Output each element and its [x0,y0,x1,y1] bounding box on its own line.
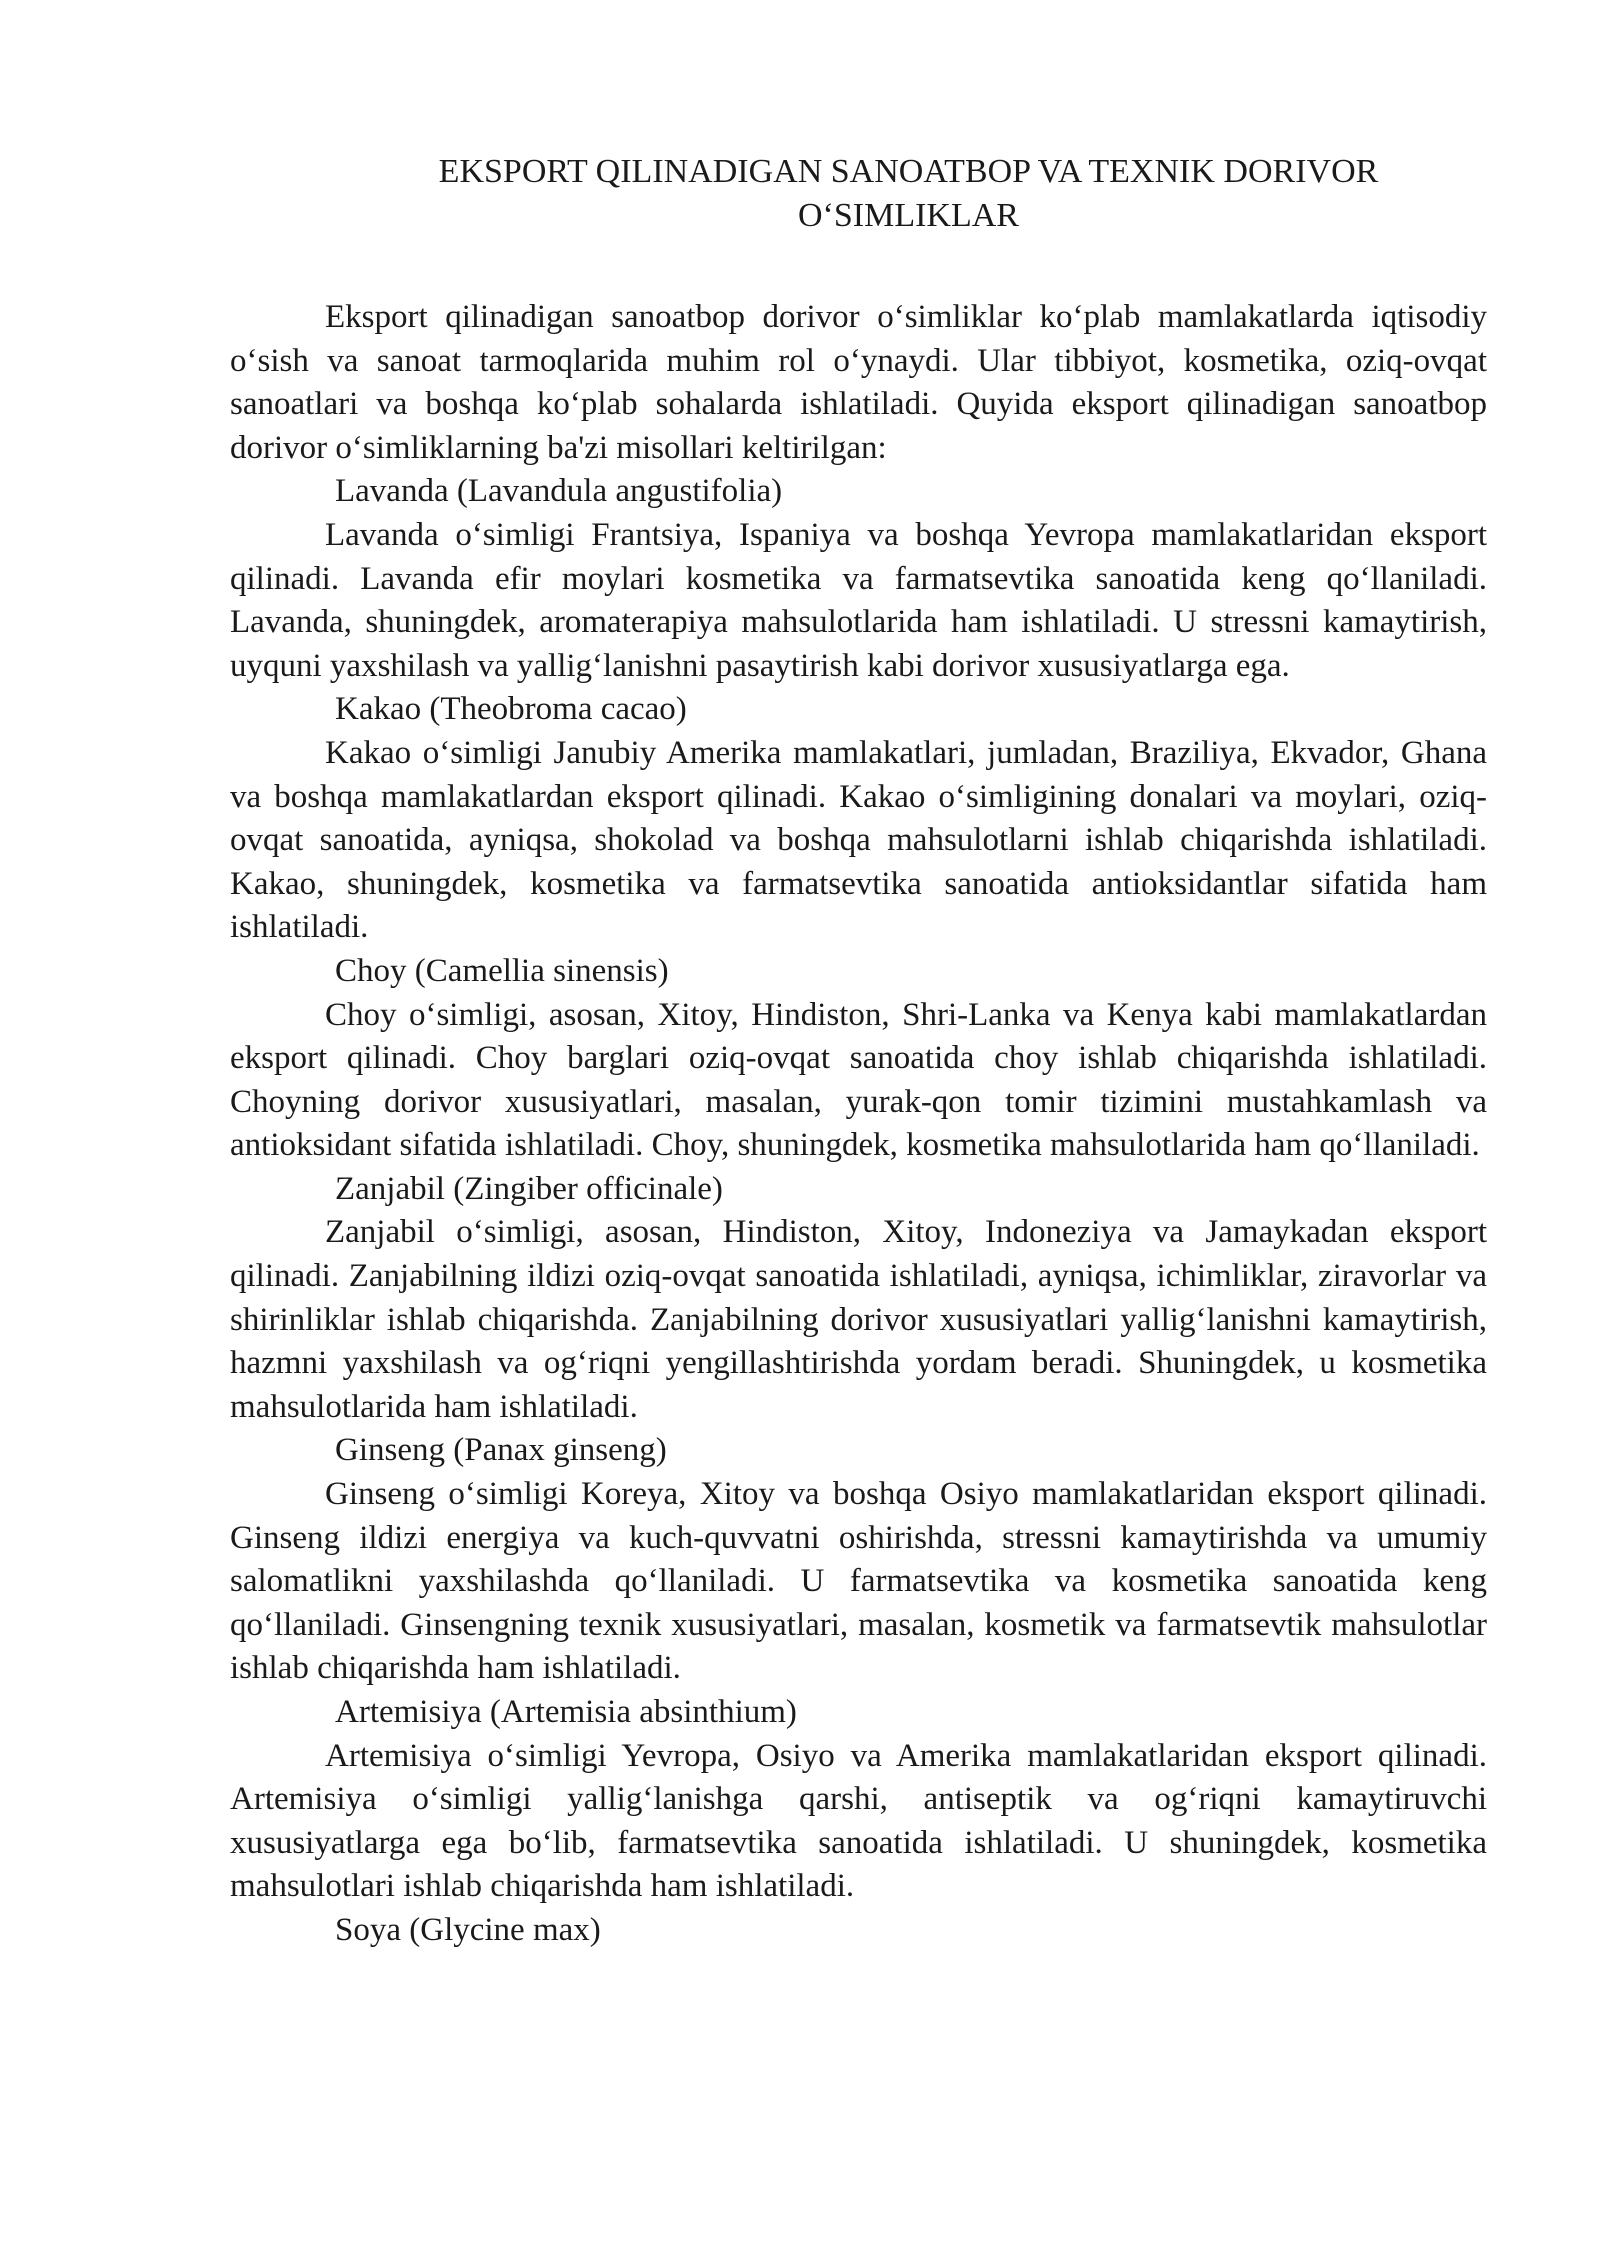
document-body [230,296,1487,1953]
document-title [230,150,1487,238]
title-line-2: O‘SIMLIKLAR [798,197,1019,234]
section-heading-lavanda: Lavanda (Lavandula angustifolia) [335,473,783,510]
section-heading-artemisiya: Artemisiya (Artemisia absinthium) [335,1694,797,1730]
title-line-1: EKSPORT QILINADIGAN SANOATBOP VA TEXNIK DORIVOR [438,153,1379,190]
section-text-kakao: Kakao o‘simligi Janubiy Amerika mamlakatlari, jumladan, Braziliya, Ekvador, Ghana va boshqa mamlakatlardan eksport qilinadi. Kakao o‘simligining donalari va moylari, oziq-ovqat sanoatida, ayniqsa, shokolad va boshqa mahsulotlarni ishlab chiqarishda ishlatiladi. Kakao, shuningdek, kosmetika va farmatsevtika sanoatida antioksidantlar sifatida ham ishlatiladi. [230,734,1487,946]
section-text-lavanda: Lavanda o‘simligi Frantsiya, Ispaniya va boshqa Yevropa mamlakatlaridan eksport qilinadi. Lavanda efir moylari kosmetika va farmatsevtika sanoatida keng qo‘llaniladi. Lavanda, shuningdek, aromaterapiya mahsulotlarida ham ishlatiladi. U stressni kamaytirish, uyquni yaxshilash va yallig‘lanishni pasaytirish kabi dorivor xususiyatlarga ega. [230,516,1487,684]
section-heading-soya: Soya (Glycine max) [335,1911,601,1948]
intro-paragraph: Eksport qilinadigan sanoatbop dorivor o‘simliklar ko‘plab mamlakatlarda iqtisodiy o‘sish va sanoat tarmoqlarida muhim rol o‘ynaydi. Ular tibbiyot, kosmetika, oziq-ovqat sanoatlari va boshqa ko‘plab sohalarda ishlatiladi. Quyida eksport qilinadigan sanoatbop dorivor o‘simliklarning ba'zi misollari keltirilgan: [230,299,1487,466]
section-heading-zanjabil: Zanjabil (Zingiber officinale) [335,1170,723,1207]
section-text-zanjabil: Zanjabil o‘simligi, asosan, Hindiston, Xitoy, Indoneziya va Jamaykadan eksport qilinadi. Zanjabilning ildizi oziq-ovqat sanoatida ishlatiladi, ayniqsa, ichimliklar, ziravorlar va shirinliklar ishlab chiqarishda. Zanjabilning dorivor xususiyatlari yallig‘lanishni kamaytirish, hazmni yaxshilash va og‘riqni yengillashtirishda yordam beradi. Shuningdek, u kosmetika mahsulotlarida ham ishlatiladi. [230,1214,1487,1425]
section-heading-ginseng: Ginseng (Panax ginseng) [335,1432,667,1469]
document-page [230,150,1487,1953]
section-text-artemisiya: Artemisiya o‘simligi Yevropa, Osiyo va Amerika mamlakatlaridan eksport qilinadi. Artemisiya o‘simligi yallig‘lanishga qarshi, antiseptik va og‘riqni kamaytiruvchi xususiyatlarga ega bo‘lib, farmatsevtika sanoatida ishlatiladi. U shuningdek, kosmetika mahsulotlari ishlab chiqarishda ham ishlatiladi. [230,1737,1487,1905]
section-text-choy: Choy o‘simligi, asosan, Xitoy, Hindiston, Shri-Lanka va Kenya kabi mamlakatlardan eksport qilinadi. Choy barglari oziq-ovqat sanoatida choy ishlab chiqarishda ishlatiladi. Choyning dorivor xususiyatlari, masalan, yurak-qon tomir tizimini mustahkamlash va antioksidant sifatida ishlatiladi. Choy, shuningdek, kosmetika mahsulotlarida ham qo‘llaniladi. [230,996,1487,1164]
section-text-ginseng: Ginseng o‘simligi Koreya, Xitoy va boshqa Osiyo mamlakatlaridan eksport qilinadi. Ginseng ildizi energiya va kuch-quvvatni oshirishda, stressni kamaytirishda va umumiy salomatlikni yaxshilashda qo‘llaniladi. U farmatsevtika va kosmetika sanoatida keng qo‘llaniladi. Ginsengning texnik xususiyatlari, masalan, kosmetik va farmatsevtik mahsulotlar ishlab chiqarishda ham ishlatiladi. [230,1476,1487,1687]
section-heading-choy: Choy (Camellia sinensis) [335,952,669,989]
section-heading-kakao: Kakao (Theobroma cacao) [335,691,687,728]
